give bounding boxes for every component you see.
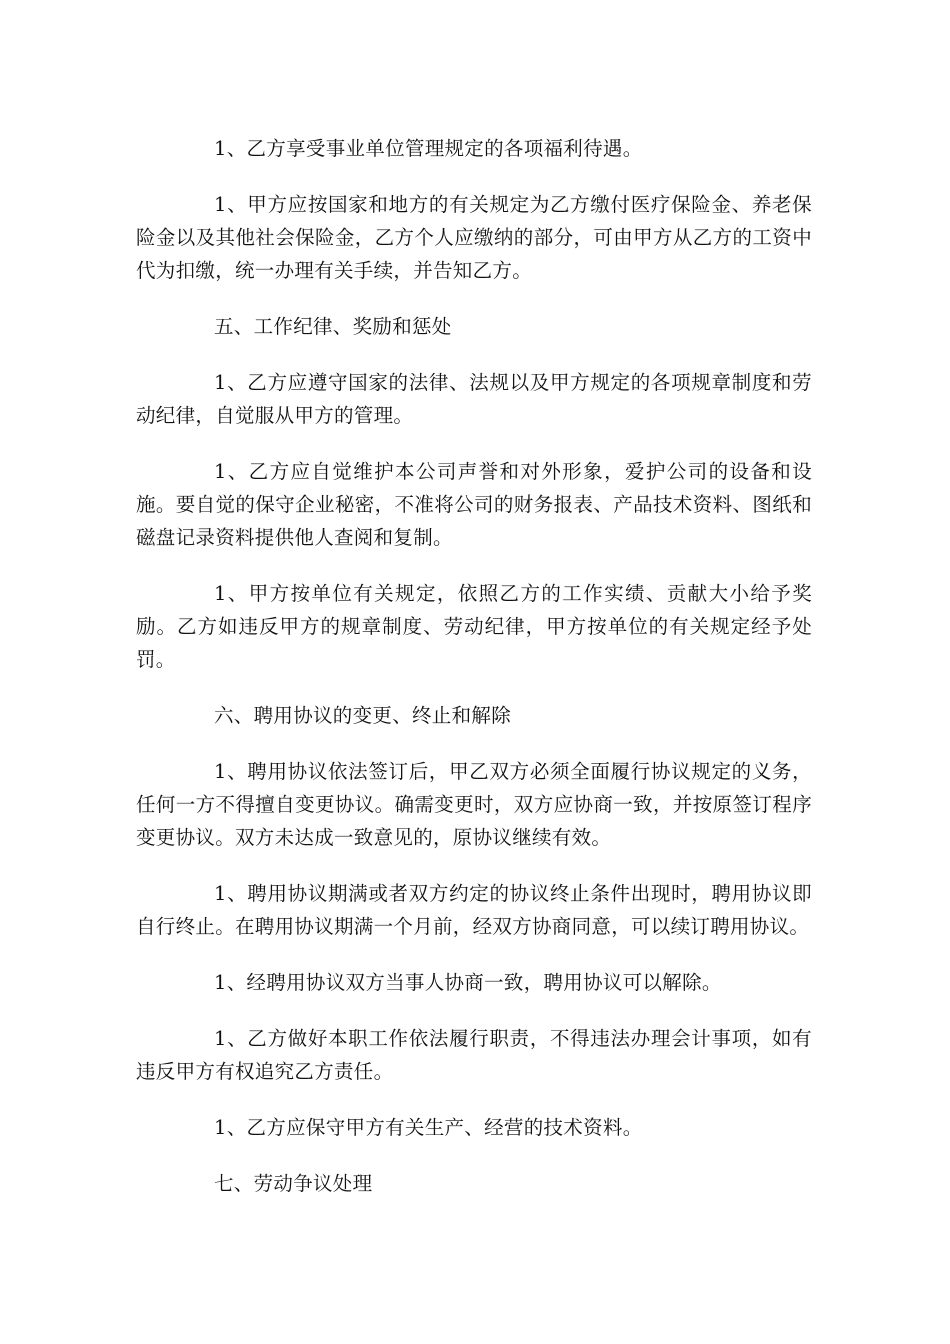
section-heading-discipline: 五、工作纪律、奖励和惩处 xyxy=(214,315,452,338)
paragraph-technical-secrets: 1、乙方应保守甲方有关生产、经营的技术资料。 xyxy=(214,1116,643,1139)
section-heading-labor-disputes: 七、劳动争议处理 xyxy=(214,1172,373,1195)
paragraph-obey-rules: 1、乙方应遵守国家的法律、法规以及甲方规定的各项规章制度和劳动纪律，自觉服从甲方的管理。 xyxy=(136,371,812,427)
paragraph-confidentiality: 1、乙方应自觉维护本公司声誉和对外形象，爱护公司的设备和设施。要自觉的保守企业秘密，不准将公司的财务报表、产品技术资料、图纸和磁盘记录资料提供他人查阅和复制。 xyxy=(136,460,812,549)
paragraph-social-insurance: 1、甲方应按国家和地方的有关规定为乙方缴付医疗保险金、养老保险金以及其他社会保险金，乙方个人应缴纳的部分，可由甲方从乙方的工资中代为扣缴，统一办理有关手续，并告知乙方。 xyxy=(136,193,812,282)
paragraph-welfare: 1、乙方享受事业单位管理规定的各项福利待遇。 xyxy=(214,137,643,160)
paragraph-contract-change: 1、聘用协议依法签订后，甲乙双方必须全面履行协议规定的义务，任何一方不得擅自变更协议。确需变更时，双方应协商一致，并按原签订程序变更协议。双方未达成一致意见的，原协议继续有效。 xyxy=(136,760,812,849)
paragraph-rewards-penalties: 1、甲方按单位有关规定，依照乙方的工作实绩、贡献大小给予奖励。乙方如违反甲方的规章制度、劳动纪律，甲方按单位的有关规定经予处罚。 xyxy=(136,582,812,671)
section-heading-contract-changes: 六、聘用协议的变更、终止和解除 xyxy=(214,704,512,727)
paragraph-contract-dissolution: 1、经聘用协议双方当事人协商一致，聘用协议可以解除。 xyxy=(214,971,722,994)
document-body xyxy=(136,132,812,1223)
paragraph-duties: 1、乙方做好本职工作依法履行职责，不得违法办理会计事项，如有违反甲方有权追究乙方责任。 xyxy=(136,1027,812,1083)
paragraph-contract-termination: 1、聘用协议期满或者双方约定的协议终止条件出现时，聘用协议即自行终止。在聘用协议期满一个月前，经双方协商同意，可以续订聘用协议。 xyxy=(136,882,812,938)
